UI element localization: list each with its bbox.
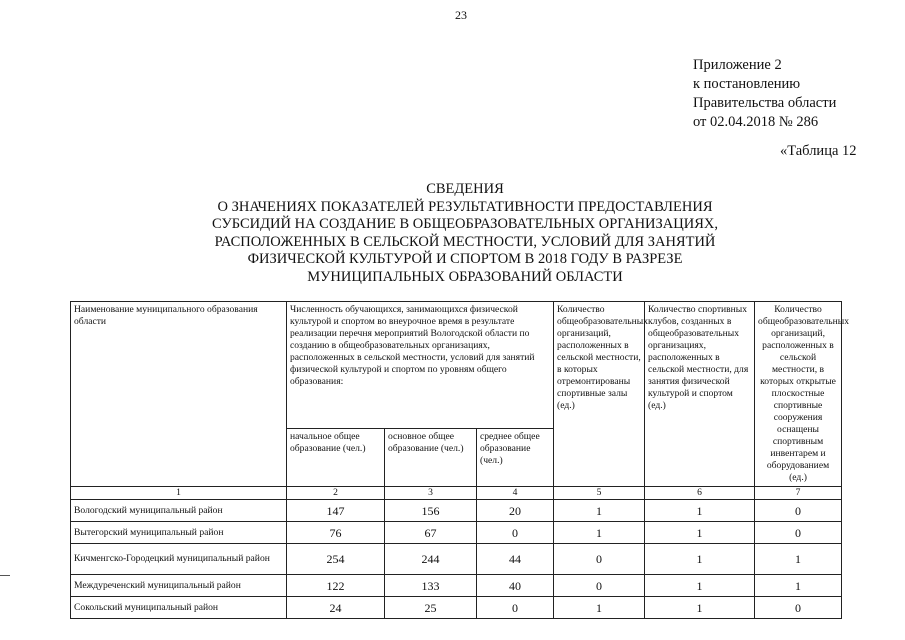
cell-primary: 254 bbox=[287, 544, 385, 575]
table-row bbox=[71, 522, 842, 544]
appendix-line: Приложение 2 bbox=[693, 57, 782, 73]
appendix-line: Правительства области bbox=[693, 95, 837, 111]
cell-secondary: 40 bbox=[477, 575, 554, 597]
table-row bbox=[71, 500, 842, 522]
cell-halls: 1 bbox=[554, 500, 645, 522]
municipality-name: Вытегорский муниципальный район bbox=[71, 522, 287, 544]
cell-secondary: 44 bbox=[477, 544, 554, 575]
cell-clubs: 1 bbox=[645, 544, 755, 575]
appendix-block bbox=[693, 56, 836, 132]
appendix-line: к постановлению bbox=[693, 76, 801, 92]
title-line: О ЗНАЧЕНИЯХ ПОКАЗАТЕЛЕЙ РЕЗУЛЬТАТИВНОСТИ ПРЕДОСТАВЛЕНИЯ bbox=[217, 198, 713, 215]
cell-secondary: 20 bbox=[477, 500, 554, 522]
cell-basic: 156 bbox=[385, 500, 477, 522]
header-sports-clubs: Количество спортивных клубов, созданных в общеобразовательных организациях, расположенных в сельской местности, для занятия физической культурой и спортом (ед.) bbox=[645, 302, 755, 487]
cell-secondary: 0 bbox=[477, 522, 554, 544]
column-number: 5 bbox=[554, 487, 645, 500]
column-number: 7 bbox=[755, 487, 842, 500]
cell-halls: 1 bbox=[554, 597, 645, 619]
municipality-name: Вологодский муниципальный район bbox=[71, 500, 287, 522]
cell-primary: 122 bbox=[287, 575, 385, 597]
municipality-name: Сокольский муниципальный район bbox=[71, 597, 287, 619]
column-number: 1 bbox=[71, 487, 287, 500]
cell-basic: 67 bbox=[385, 522, 477, 544]
cell-halls: 1 bbox=[554, 522, 645, 544]
column-number-row bbox=[71, 487, 842, 500]
document-title bbox=[150, 181, 780, 286]
header-secondary: среднее общее образование (чел.) bbox=[477, 428, 554, 486]
municipality-name: Междуреченский муниципальный район bbox=[71, 575, 287, 597]
cell-halls: 0 bbox=[554, 544, 645, 575]
cell-facilities: 1 bbox=[755, 575, 842, 597]
table-row bbox=[71, 575, 842, 597]
cell-basic: 244 bbox=[385, 544, 477, 575]
title-line: МУНИЦИПАЛЬНЫХ ОБРАЗОВАНИЙ ОБЛАСТИ bbox=[307, 268, 623, 285]
header-basic: основное общее образование (чел.) bbox=[385, 428, 477, 486]
title-line: ФИЗИЧЕСКОЙ КУЛЬТУРОЙ И СПОРТОМ В 2018 ГОДУ В РАЗРЕЗЕ bbox=[247, 251, 683, 267]
cell-basic: 25 bbox=[385, 597, 477, 619]
table-label: «Таблица 12 bbox=[780, 143, 857, 159]
header-municipality: Наименование муниципального образования области bbox=[71, 302, 287, 487]
header-students-group: Численность обучающихся, занимающихся физической культурой и спортом во внеурочное время в результате реализации перечня мероприятий Вологодской области по созданию в общеобразовательных организациях, расположенных в сельской местности, условий для занятий физической культурой и спортом по уровням общего образования: bbox=[287, 302, 554, 429]
title-line: СВЕДЕНИЯ bbox=[426, 181, 504, 197]
cell-clubs: 1 bbox=[645, 597, 755, 619]
table-row bbox=[71, 597, 842, 619]
column-number: 4 bbox=[477, 487, 554, 500]
header-row bbox=[71, 302, 842, 429]
margin-mark bbox=[0, 575, 10, 576]
header-renovated-halls: Количество общеобразовательных организаций, расположенных в сельской местности, в которых отремонтированы спортивные залы (ед.) bbox=[554, 302, 645, 487]
header-equipped-facilities: Количество общеобразовательных организаций, расположенных в сельской местности, в которых открытые плоскостные спортивные сооружения оснащены спортивным инвентарем и оборудованием (ед.) bbox=[755, 302, 842, 487]
column-number: 2 bbox=[287, 487, 385, 500]
cell-clubs: 1 bbox=[645, 522, 755, 544]
column-number: 6 bbox=[645, 487, 755, 500]
cell-facilities: 0 bbox=[755, 500, 842, 522]
cell-facilities: 1 bbox=[755, 544, 842, 575]
column-number: 3 bbox=[385, 487, 477, 500]
appendix-date-line: от 02.04.2018 № 286 bbox=[693, 114, 819, 130]
cell-primary: 24 bbox=[287, 597, 385, 619]
municipality-name: Кичменгско-Городецкий муниципальный район bbox=[71, 544, 287, 575]
title-line: СУБСИДИЙ НА СОЗДАНИЕ В ОБЩЕОБРАЗОВАТЕЛЬНЫХ ОРГАНИЗАЦИЯХ, bbox=[212, 216, 718, 232]
cell-primary: 147 bbox=[287, 500, 385, 522]
data-table bbox=[70, 301, 850, 619]
cell-clubs: 1 bbox=[645, 500, 755, 522]
page-number: 23 bbox=[455, 8, 467, 22]
header-primary: начальное общее образование (чел.) bbox=[287, 428, 385, 486]
cell-halls: 0 bbox=[554, 575, 645, 597]
cell-facilities: 0 bbox=[755, 597, 842, 619]
title-line: РАСПОЛОЖЕННЫХ В СЕЛЬСКОЙ МЕСТНОСТИ, УСЛОВИЙ ДЛЯ ЗАНЯТИЙ bbox=[214, 233, 716, 250]
table-row bbox=[71, 544, 842, 575]
cell-secondary: 0 bbox=[477, 597, 554, 619]
cell-basic: 133 bbox=[385, 575, 477, 597]
cell-clubs: 1 bbox=[645, 575, 755, 597]
cell-primary: 76 bbox=[287, 522, 385, 544]
cell-facilities: 0 bbox=[755, 522, 842, 544]
